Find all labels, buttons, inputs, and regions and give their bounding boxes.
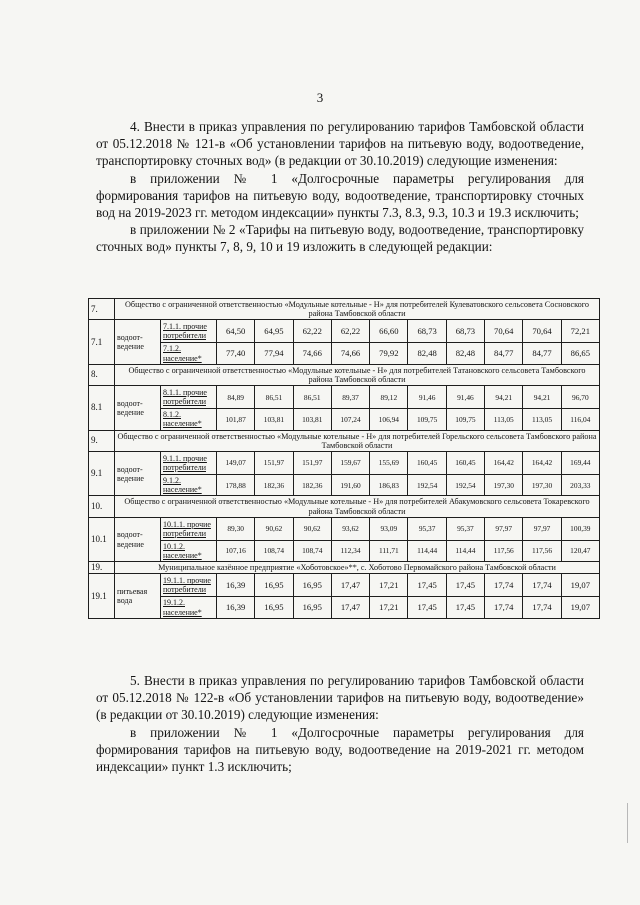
tariff-value: 97,97 xyxy=(523,517,561,540)
tariff-value: 111,71 xyxy=(370,540,408,561)
consumer-category: 19.1.1. прочие потребители xyxy=(161,574,217,597)
tariff-value: 159,67 xyxy=(331,452,369,475)
tariff-value: 70,64 xyxy=(523,320,561,343)
page-number: 3 xyxy=(316,90,324,105)
tariff-value: 84,77 xyxy=(523,343,561,364)
page-edge-mark xyxy=(621,803,628,843)
tariff-value: 108,74 xyxy=(293,540,331,561)
subsection-number: 7.1 xyxy=(89,320,115,364)
section-number: 8. xyxy=(89,364,115,385)
tariff-row xyxy=(89,386,600,409)
tariff-value: 151,97 xyxy=(255,452,293,475)
tariff-value: 164,42 xyxy=(523,452,561,475)
tariff-value: 155,69 xyxy=(370,452,408,475)
tariff-value: 17,45 xyxy=(408,574,446,597)
tariff-value: 19,07 xyxy=(561,574,599,597)
consumer-category: 8.1.2. население* xyxy=(161,409,217,430)
tariff-value: 120,47 xyxy=(561,540,599,561)
tariff-value: 68,73 xyxy=(446,320,484,343)
tariff-row xyxy=(89,574,600,597)
tariff-row xyxy=(89,343,600,364)
tariff-value: 97,97 xyxy=(485,517,523,540)
consumer-category: 8.1.1. прочие потребители xyxy=(161,386,217,409)
tariff-value: 114,44 xyxy=(446,540,484,561)
item-5-section xyxy=(96,672,584,775)
tariff-value: 197,30 xyxy=(485,475,523,496)
organization-name: Общество с ограниченной ответственностью «Модульные котельные - Н» для потребителей Абакумовского сельсовета Токаревского района Тамбовской области xyxy=(115,496,600,517)
organization-name: Общество с ограниченной ответственностью «Модульные котельные - Н» для потребителей Кулеватовского сельсовета Сосновского района Тамбовской области xyxy=(115,299,600,320)
tariff-row xyxy=(89,452,600,475)
section-number: 9. xyxy=(89,430,115,451)
tariff-value: 116,04 xyxy=(561,409,599,430)
tariff-value: 107,24 xyxy=(331,409,369,430)
consumer-category: 9.1.2. население* xyxy=(161,475,217,496)
tariff-value: 84,77 xyxy=(485,343,523,364)
consumer-category: 10.1.2. население* xyxy=(161,540,217,561)
item-4-section xyxy=(96,118,584,256)
tariff-value: 79,92 xyxy=(370,343,408,364)
tariff-value: 108,74 xyxy=(255,540,293,561)
item-5-change-1: в приложении № 1 «Долгосрочные параметры регулирования для формирования тарифов на питьевую воду, водоотведение на 2019-2021 гг. методом индексации» пункт 1.3 исключить; xyxy=(96,724,584,775)
item-4-intro: 4. Внести в приказ управления по регулированию тарифов Тамбовской области от 05.12.2018 № 121-в «Об установлении тарифов на питьевую воду, водоотведение, транспортировку сточных вод» (в редакции от 30.10.2019) следующие изменения: xyxy=(96,119,584,169)
tariff-value: 169,44 xyxy=(561,452,599,475)
service-type: водоот-ведение xyxy=(115,320,161,364)
tariff-value: 64,95 xyxy=(255,320,293,343)
tariff-value: 16,95 xyxy=(255,597,293,618)
consumer-category: 19.1.2. население* xyxy=(161,597,217,618)
tariff-value: 109,75 xyxy=(446,409,484,430)
organization-name: Общество с ограниченной ответственностью «Модульные котельные - Н» для потребителей Татановского сельсовета Тамбовского района Тамбовской области xyxy=(115,364,600,385)
tariff-value: 160,45 xyxy=(446,452,484,475)
section-header-row xyxy=(89,364,600,385)
tariff-value: 86,51 xyxy=(255,386,293,409)
tariff-value: 17,45 xyxy=(446,597,484,618)
tariff-value: 17,45 xyxy=(446,574,484,597)
item-5-intro: 5. Внести в приказ управления по регулированию тарифов Тамбовской области от 05.12.2018 № 122-в «Об установлении тарифов на питьевую воду, водоотведение» (в редакции от 30.10.2019) следующие изменения: xyxy=(96,673,584,723)
tariff-value: 95,37 xyxy=(446,517,484,540)
tariff-value: 89,30 xyxy=(217,517,255,540)
tariff-row xyxy=(89,540,600,561)
tariff-value: 182,36 xyxy=(255,475,293,496)
tariff-row xyxy=(89,409,600,430)
tariff-table xyxy=(88,298,600,619)
tariff-row xyxy=(89,517,600,540)
tariff-value: 90,62 xyxy=(293,517,331,540)
tariff-row xyxy=(89,475,600,496)
subsection-number: 9.1 xyxy=(89,452,115,496)
tariff-value: 109,75 xyxy=(408,409,446,430)
tariff-value: 96,70 xyxy=(561,386,599,409)
section-number: 7. xyxy=(89,299,115,320)
tariff-value: 16,95 xyxy=(293,574,331,597)
tariff-value: 90,62 xyxy=(255,517,293,540)
item-4-change-2: в приложении № 2 «Тарифы на питьевую воду, водоотведение, транспортировку сточных вод» пункты 7, 8, 9, 10 и 19 изложить в следующей редакции: xyxy=(96,222,584,255)
tariff-value: 178,88 xyxy=(217,475,255,496)
tariff-value: 192,54 xyxy=(446,475,484,496)
tariff-value: 160,45 xyxy=(408,452,446,475)
tariff-value: 17,21 xyxy=(370,597,408,618)
section-number: 19. xyxy=(89,562,115,574)
tariff-value: 100,39 xyxy=(561,517,599,540)
tariff-value: 19,07 xyxy=(561,597,599,618)
tariff-value: 197,30 xyxy=(523,475,561,496)
tariff-value: 186,83 xyxy=(370,475,408,496)
tariff-value: 149,07 xyxy=(217,452,255,475)
tariff-value: 117,56 xyxy=(485,540,523,561)
tariff-value: 62,22 xyxy=(331,320,369,343)
subsection-number: 10.1 xyxy=(89,517,115,561)
tariff-value: 17,74 xyxy=(523,597,561,618)
tariff-value: 68,73 xyxy=(408,320,446,343)
tariff-value: 95,37 xyxy=(408,517,446,540)
section-number: 10. xyxy=(89,496,115,517)
tariff-value: 16,95 xyxy=(255,574,293,597)
tariff-value: 82,48 xyxy=(446,343,484,364)
tariff-value: 62,22 xyxy=(293,320,331,343)
section-header-row xyxy=(89,299,600,320)
consumer-category: 7.1.1. прочие потребители xyxy=(161,320,217,343)
subsection-number: 19.1 xyxy=(89,574,115,618)
tariff-value: 151,97 xyxy=(293,452,331,475)
tariff-row xyxy=(89,597,600,618)
tariff-value: 107,16 xyxy=(217,540,255,561)
tariff-value: 182,36 xyxy=(293,475,331,496)
service-type: водоот-ведение xyxy=(115,452,161,496)
subsection-number: 8.1 xyxy=(89,386,115,430)
tariff-value: 113,05 xyxy=(485,409,523,430)
tariff-value: 114,44 xyxy=(408,540,446,561)
tariff-value: 84,89 xyxy=(217,386,255,409)
tariff-value: 91,46 xyxy=(408,386,446,409)
tariff-value: 86,65 xyxy=(561,343,599,364)
tariff-value: 16,95 xyxy=(293,597,331,618)
tariff-value: 93,62 xyxy=(331,517,369,540)
tariff-value: 64,50 xyxy=(217,320,255,343)
tariff-value: 17,45 xyxy=(408,597,446,618)
tariff-value: 112,34 xyxy=(331,540,369,561)
tariff-value: 103,81 xyxy=(293,409,331,430)
tariff-value: 17,21 xyxy=(370,574,408,597)
tariff-value: 93,09 xyxy=(370,517,408,540)
tariff-value: 89,37 xyxy=(331,386,369,409)
tariff-value: 91,46 xyxy=(446,386,484,409)
consumer-category: 9.1.1. прочие потребители xyxy=(161,452,217,475)
organization-name: Общество с ограниченной ответственностью «Модульные котельные - Н» для потребителей Горельского сельсовета Тамбовского района Тамбовской области xyxy=(115,430,600,451)
service-type: водоот-ведение xyxy=(115,386,161,430)
tariff-value: 16,39 xyxy=(217,574,255,597)
tariff-value: 94,21 xyxy=(485,386,523,409)
tariff-value: 113,05 xyxy=(523,409,561,430)
tariff-value: 106,94 xyxy=(370,409,408,430)
tariff-value: 192,54 xyxy=(408,475,446,496)
tariff-row xyxy=(89,320,600,343)
tariff-value: 66,60 xyxy=(370,320,408,343)
section-header-row xyxy=(89,496,600,517)
tariff-value: 103,81 xyxy=(255,409,293,430)
tariff-value: 72,21 xyxy=(561,320,599,343)
tariff-value: 17,47 xyxy=(331,574,369,597)
tariff-value: 164,42 xyxy=(485,452,523,475)
tariff-value: 89,12 xyxy=(370,386,408,409)
tariff-value: 101,87 xyxy=(217,409,255,430)
tariff-value: 17,74 xyxy=(485,597,523,618)
tariff-value: 16,39 xyxy=(217,597,255,618)
tariff-value: 74,66 xyxy=(331,343,369,364)
tariff-value: 70,64 xyxy=(485,320,523,343)
tariff-value: 77,40 xyxy=(217,343,255,364)
tariff-value: 74,66 xyxy=(293,343,331,364)
tariff-value: 94,21 xyxy=(523,386,561,409)
tariff-value: 117,56 xyxy=(523,540,561,561)
consumer-category: 7.1.2. население* xyxy=(161,343,217,364)
section-header-row xyxy=(89,430,600,451)
service-type: водоот-ведение xyxy=(115,517,161,561)
service-type: питьевая вода xyxy=(115,574,161,618)
consumer-category: 10.1.1. прочие потребители xyxy=(161,517,217,540)
tariff-value: 203,33 xyxy=(561,475,599,496)
tariff-value: 17,74 xyxy=(523,574,561,597)
tariff-value: 191,60 xyxy=(331,475,369,496)
item-4-change-1: в приложении № 1 «Долгосрочные параметры регулирования для формирования тарифов на питьевую воду, водоотведение, транспортировку сточных вод на 2019-2023 гг. методом индексации» пункты 7.3, 8.3, 9.3, 10.3 и 19.3 исключить; xyxy=(96,170,584,221)
section-header-row xyxy=(89,562,600,574)
tariff-value: 82,48 xyxy=(408,343,446,364)
tariff-value: 77,94 xyxy=(255,343,293,364)
tariff-table-body xyxy=(89,299,600,619)
tariff-value: 17,74 xyxy=(485,574,523,597)
organization-name: Муниципальное казённое предприятие «Хоботовское»**, с. Хоботово Первомайского района Тамбовской области xyxy=(115,562,600,574)
tariff-value: 86,51 xyxy=(293,386,331,409)
tariff-value: 17,47 xyxy=(331,597,369,618)
